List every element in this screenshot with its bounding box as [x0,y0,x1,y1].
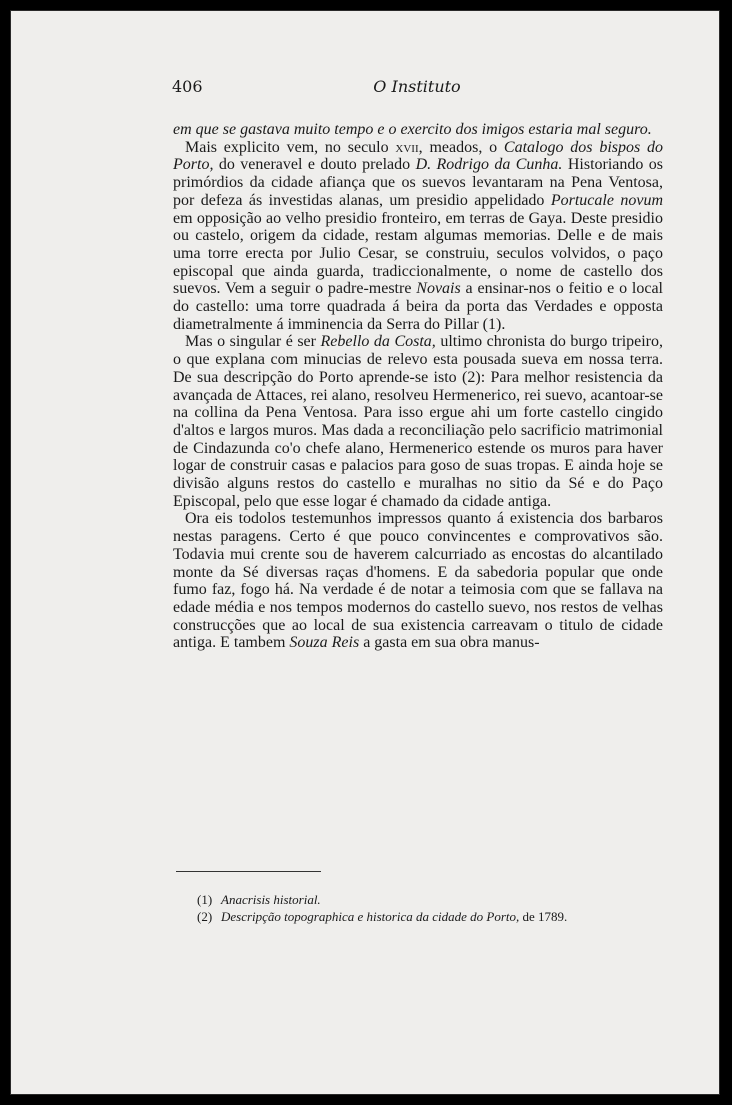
footnote-tail: de 1789. [519,909,568,924]
paragraph-1-text: em que se gastava muito tempo e o exercito dos imigos estaria mal seguro. [173,121,652,138]
paragraph-1 [173,121,663,139]
author-rodrigo-cunha: D. Rodrigo da Cunha. [415,156,563,174]
paragraph-2-text-b: , meados, o [418,138,504,156]
work-title-catalogo: Catalogo dos bispos do Porto, [173,138,664,174]
footnote-1 [197,891,667,908]
footnote-marker: (2) [197,909,213,924]
footnote-title: Anacrisis historial. [221,892,321,907]
name-rebello-da-costa: Rebello da Costa, [320,333,436,351]
page-header [172,77,662,101]
paragraph-2-text-c: do veneravel e douto prelado [213,156,416,174]
footnote-title: Descripção topographica e historica da cidade do Porto, [221,909,520,924]
paragraph-2-text-d: Historiando os primórdios da cidade afiança que os suevos levantaram na Pena Ventosa, por defeza ás investidas alanas, um presidio appelidado [173,156,664,209]
paragraph-4 [173,510,663,652]
page-number: 406 [172,77,203,96]
paragraph-2 [173,139,663,334]
book-page [10,10,720,1095]
paragraph-2-text-f: a ensinar-nos o feitio e o local do castello: uma torre quadrada á beira da porta das Verdades e opposta diametralmente á imminencia da Serra do Pillar (1). [173,280,663,333]
running-title: O Instituto [373,77,461,96]
name-souza-reis: Souza Reis [289,634,360,652]
paragraph-3-text-b: ultimo chronista do burgo tripeiro, o que explana com minucias de relevo esta pousada sueva em nossa terra. De sua descripção do Porto aprende-se isto (2): Para melhor resistencia da avançada de Attaces, rei alano, resolveu Hermenerico, rei suevo, acantoar-se na collina da Pena Ventosa. Para isso ergue ahi um forte castello cingido d'altos e largos muros. Mas dada a reconciliação pelo sacrificio matrimonial de Cindazunda co'o chefe alano, Hermenerico estende os muros para haver logar de construir casas e palacios para goso de suas tropas. E ainda hoje se divisão alguns restos do castello e muralhas no sitio da Sé e do Paço Episcopal, pelo que esse logar é chamado da cidade antiga. [173,333,664,510]
paragraph-2-text-a: Mais explicito vem, no seculo [185,138,396,156]
paragraph-4-text-b: a gasta em sua obra manus- [359,634,540,652]
paragraph-3 [173,333,663,510]
name-novais: Novais [416,280,461,298]
footnote-marker: (1) [197,892,213,907]
latin-term-portucale: Portucale novum [550,191,664,209]
century-numeral: xvii [395,138,419,156]
paragraph-3-text-a: Mas o singular é ser [185,333,321,351]
body-text [173,121,663,652]
footnote-2 [197,908,667,925]
paragraph-2-text-e: em opposição ao velho presidio fronteiro, em terras de Gaya. Deste presidio ou castelo, origem da cidade, restam algumas memorias. Delle e de mais uma torre erecta por Julio Cesar, se construiu, seculos volvidos, o paço episcopal que ainda guarda, tradiccionalmente, o nome de castello dos suevos. Vem a seguir o padre-mestre [173,209,663,298]
footnote-divider [176,871,321,872]
paragraph-4-text-a: Ora eis todolos testemunhos impressos quanto á existencia dos barbaros nestas paragens. Certo é que pouco convincentes e comprovativos são. Todavia mui crente sou de haverem calcurriado as encostas do alcantilado monte da Sé diversas raças d'homens. E da sabedoria popular que onde fumo faz, fogo há. Na verdade é de notar a teimosia com que se fallava na edade média e nos tempos modernos do castello suevo, nos restos de velhas construcções que ao local de sua existencia carreavam o titulo de cidade antiga. E tambem [173,510,663,652]
footnotes [197,891,667,925]
